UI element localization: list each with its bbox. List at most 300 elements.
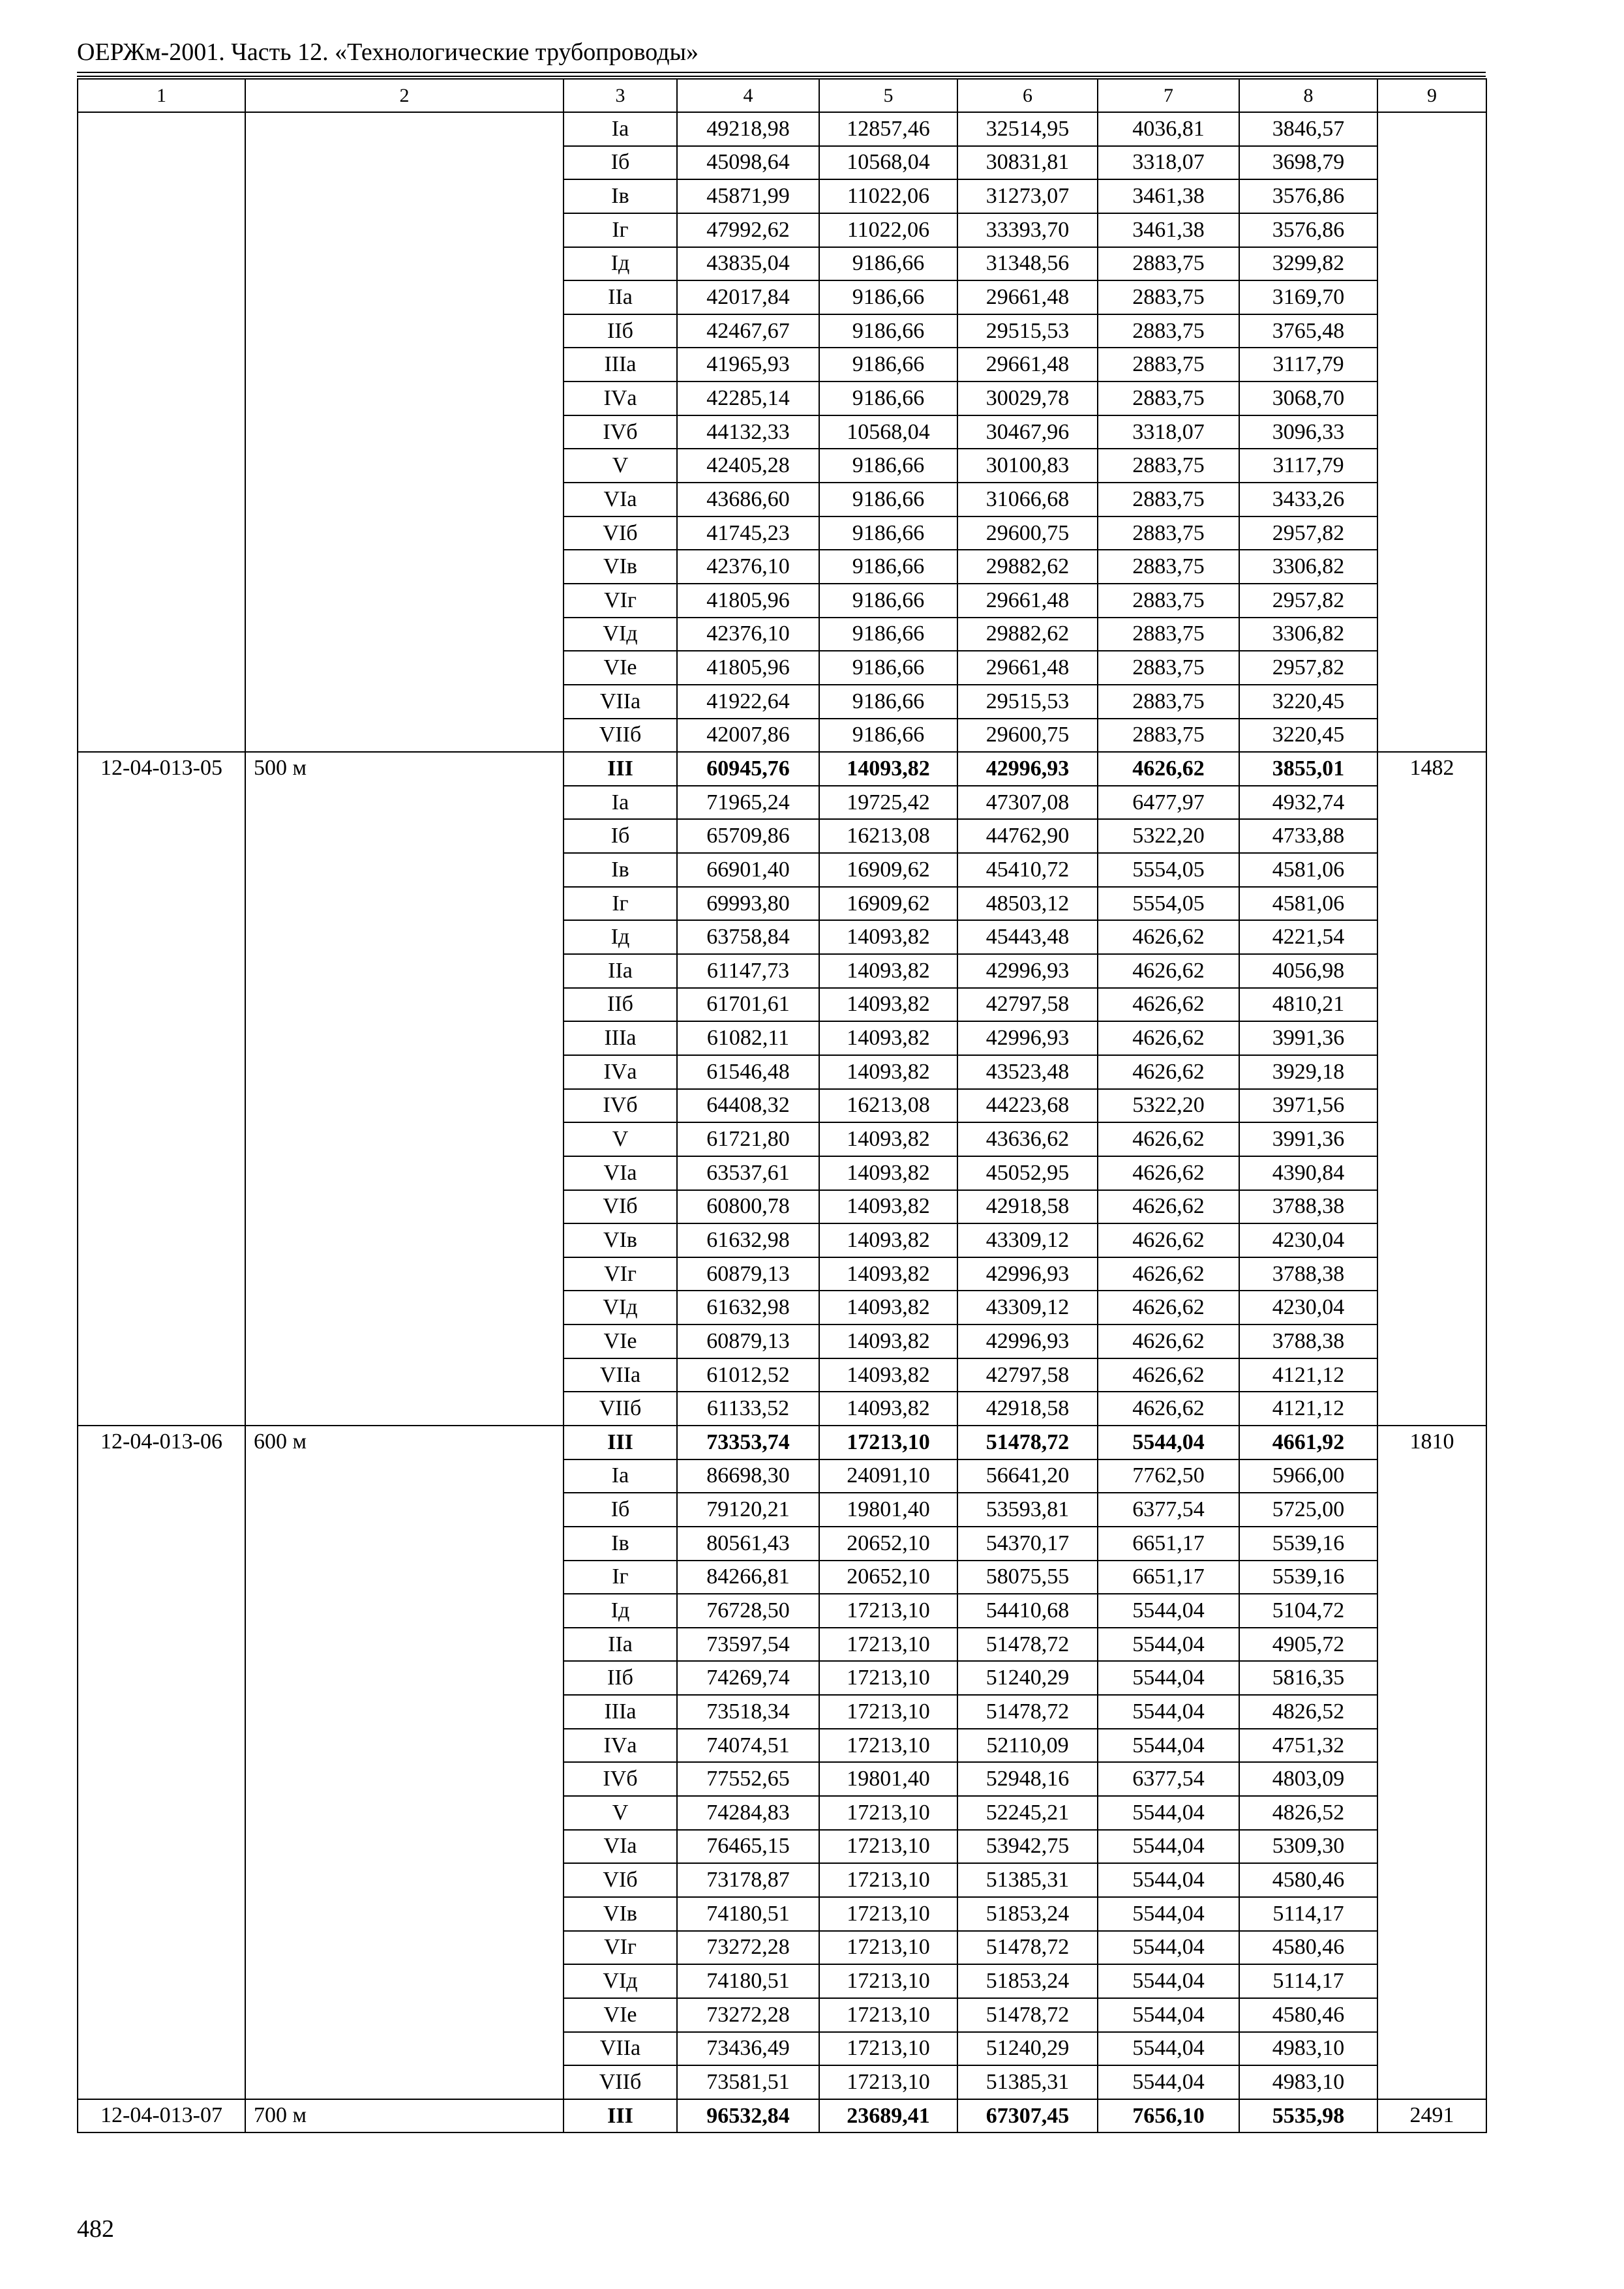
zone-cell: VIв [564,1897,677,1931]
value-cell: 3318,07 [1098,415,1239,449]
column-number: 1 [78,79,245,112]
value-cell: 3991,36 [1239,1122,1377,1156]
value-cell: 9186,66 [819,483,957,516]
zone-cell: VIа [564,1156,677,1190]
value-cell: 4826,52 [1239,1796,1377,1830]
value-cell: 4626,62 [1098,1392,1239,1426]
item-code [78,112,245,752]
value-cell: 74180,51 [677,1964,819,1998]
value-cell: 4581,06 [1239,853,1377,887]
value-cell: 84266,81 [677,1561,819,1594]
column-number: 2 [245,79,564,112]
page-number: 482 [77,2215,114,2243]
value-cell: 4626,62 [1098,988,1239,1022]
value-cell: 52245,21 [957,1796,1098,1830]
value-cell: 76728,50 [677,1594,819,1628]
value-cell: 74074,51 [677,1729,819,1763]
value-cell: 17213,10 [819,1729,957,1763]
value-cell: 96532,84 [677,2099,819,2133]
value-cell: 11022,06 [819,213,957,247]
value-cell: 4581,06 [1239,887,1377,921]
zone-cell: IIа [564,1628,677,1662]
value-cell: 5544,04 [1098,1931,1239,1965]
value-cell: 79120,21 [677,1493,819,1527]
column-number: 3 [564,79,677,112]
zone-cell: III [564,752,677,786]
value-cell: 63758,84 [677,920,819,954]
value-cell: 6377,54 [1098,1762,1239,1796]
value-cell: 73518,34 [677,1695,819,1729]
value-cell: 9186,66 [819,651,957,685]
value-cell: 17213,10 [819,1796,957,1830]
value-cell: 54370,17 [957,1527,1098,1561]
header-rule [77,72,1486,73]
zone-cell: Iг [564,213,677,247]
value-cell: 51478,72 [957,1695,1098,1729]
item-name: 600 м [245,1426,564,2099]
value-cell: 29515,53 [957,685,1098,719]
value-cell: 5544,04 [1098,1426,1239,1459]
zone-cell: Iд [564,1594,677,1628]
value-cell: 41745,23 [677,516,819,550]
value-cell: 11022,06 [819,179,957,213]
value-cell: 14093,82 [819,1122,957,1156]
zone-cell: V [564,1122,677,1156]
value-cell: 7762,50 [1098,1459,1239,1493]
value-cell: 4390,84 [1239,1156,1377,1190]
value-cell: 43835,04 [677,247,819,281]
value-cell: 2883,75 [1098,685,1239,719]
value-cell: 3929,18 [1239,1055,1377,1089]
value-cell: 4983,10 [1239,2032,1377,2066]
zone-cell: Iд [564,920,677,954]
value-cell: 45098,64 [677,146,819,180]
value-cell: 17213,10 [819,1594,957,1628]
value-cell: 14093,82 [819,988,957,1022]
value-cell: 74269,74 [677,1661,819,1695]
value-cell: 61082,11 [677,1021,819,1055]
value-cell: 4626,62 [1098,1324,1239,1358]
value-cell: 51853,24 [957,1964,1098,1998]
col9-value: 2491 [1377,2099,1486,2133]
value-cell: 12857,46 [819,112,957,146]
value-cell: 44762,90 [957,819,1098,853]
value-cell: 73597,54 [677,1628,819,1662]
value-cell: 4230,04 [1239,1291,1377,1324]
item-name: 700 м [245,2099,564,2133]
value-cell: 80561,43 [677,1527,819,1561]
zone-cell: VIе [564,651,677,685]
value-cell: 3306,82 [1239,550,1377,584]
value-cell: 43523,48 [957,1055,1098,1089]
value-cell: 31066,68 [957,483,1098,516]
zone-cell: VIг [564,584,677,618]
value-cell: 6651,17 [1098,1527,1239,1561]
value-cell: 20652,10 [819,1527,957,1561]
value-cell: 51385,31 [957,2065,1098,2099]
zone-cell: VIг [564,1257,677,1291]
value-cell: 41805,96 [677,651,819,685]
value-cell: 29515,53 [957,314,1098,348]
value-cell: 56641,20 [957,1459,1098,1493]
value-cell: 29661,48 [957,584,1098,618]
value-cell: 42017,84 [677,280,819,314]
value-cell: 17213,10 [819,1661,957,1695]
value-cell: 3220,45 [1239,685,1377,719]
value-cell: 71965,24 [677,786,819,820]
value-cell: 17213,10 [819,1426,957,1459]
table-row [78,2099,1486,2133]
value-cell: 5104,72 [1239,1594,1377,1628]
value-cell: 4626,62 [1098,1055,1239,1089]
value-cell: 4803,09 [1239,1762,1377,1796]
value-cell: 58075,55 [957,1561,1098,1594]
value-cell: 45410,72 [957,853,1098,887]
value-cell: 9186,66 [819,280,957,314]
value-cell: 2957,82 [1239,651,1377,685]
value-cell: 3220,45 [1239,719,1377,753]
value-cell: 9186,66 [819,348,957,382]
value-cell: 4626,62 [1098,752,1239,786]
zone-cell: Iв [564,1527,677,1561]
value-cell: 7656,10 [1098,2099,1239,2133]
value-cell: 29882,62 [957,550,1098,584]
value-cell: 31348,56 [957,247,1098,281]
value-cell: 17213,10 [819,1695,957,1729]
value-cell: 5322,20 [1098,819,1239,853]
zone-cell: Iв [564,179,677,213]
value-cell: 5114,17 [1239,1964,1377,1998]
value-cell: 5535,98 [1239,2099,1377,2133]
value-cell: 42797,58 [957,988,1098,1022]
value-cell: 4580,46 [1239,1998,1377,2032]
zone-cell: VIIа [564,1358,677,1392]
value-cell: 61012,52 [677,1358,819,1392]
value-cell: 4626,62 [1098,1021,1239,1055]
value-cell: 60879,13 [677,1324,819,1358]
zone-cell: Iб [564,1493,677,1527]
value-cell: 42797,58 [957,1358,1098,1392]
value-cell: 45871,99 [677,179,819,213]
value-cell: 5322,20 [1098,1089,1239,1123]
value-cell: 69993,80 [677,887,819,921]
zone-cell: V [564,449,677,483]
value-cell: 14093,82 [819,1358,957,1392]
value-cell: 3068,70 [1239,382,1377,415]
value-cell: 51385,31 [957,1863,1098,1897]
value-cell: 3698,79 [1239,146,1377,180]
value-cell: 67307,45 [957,2099,1098,2133]
value-cell: 17213,10 [819,1998,957,2032]
value-cell: 2883,75 [1098,550,1239,584]
value-cell: 66901,40 [677,853,819,887]
value-cell: 73353,74 [677,1426,819,1459]
zone-cell: VIб [564,1863,677,1897]
value-cell: 4810,21 [1239,988,1377,1022]
value-cell: 4626,62 [1098,1291,1239,1324]
zone-cell: IVа [564,1729,677,1763]
value-cell: 5554,05 [1098,887,1239,921]
value-cell: 61721,80 [677,1122,819,1156]
zone-cell: Iа [564,1459,677,1493]
value-cell: 4580,46 [1239,1931,1377,1965]
column-number: 9 [1377,79,1486,112]
value-cell: 9186,66 [819,449,957,483]
value-cell: 51478,72 [957,1998,1098,2032]
value-cell: 3306,82 [1239,618,1377,651]
table-row [78,1426,1486,1459]
value-cell: 19801,40 [819,1493,957,1527]
value-cell: 14093,82 [819,1291,957,1324]
value-cell: 4905,72 [1239,1628,1377,1662]
value-cell: 44132,33 [677,415,819,449]
value-cell: 14093,82 [819,920,957,954]
col9-value: 1482 [1377,752,1486,1426]
value-cell: 45052,95 [957,1156,1098,1190]
value-cell: 43309,12 [957,1223,1098,1257]
value-cell: 2957,82 [1239,516,1377,550]
zone-cell: IIIа [564,1695,677,1729]
value-cell: 61701,61 [677,988,819,1022]
value-cell: 3788,38 [1239,1190,1377,1224]
value-cell: 3788,38 [1239,1324,1377,1358]
zone-cell: Iв [564,853,677,887]
value-cell: 4230,04 [1239,1223,1377,1257]
value-cell: 54410,68 [957,1594,1098,1628]
value-cell: 4056,98 [1239,954,1377,988]
value-cell: 4626,62 [1098,1156,1239,1190]
value-cell: 6477,97 [1098,786,1239,820]
value-cell: 63537,61 [677,1156,819,1190]
value-cell: 61147,73 [677,954,819,988]
value-cell: 9186,66 [819,516,957,550]
value-cell: 4983,10 [1239,2065,1377,2099]
value-cell: 2883,75 [1098,382,1239,415]
value-cell: 48503,12 [957,887,1098,921]
value-cell: 5544,04 [1098,1998,1239,2032]
value-cell: 42996,93 [957,954,1098,988]
zone-cell: VIб [564,1190,677,1224]
value-cell: 3991,36 [1239,1021,1377,1055]
value-cell: 3855,01 [1239,752,1377,786]
value-cell: 4751,32 [1239,1729,1377,1763]
value-cell: 9186,66 [819,685,957,719]
value-cell: 17213,10 [819,2032,957,2066]
value-cell: 9186,66 [819,382,957,415]
value-cell: 16213,08 [819,1089,957,1123]
table-row [78,752,1486,786]
value-cell: 14093,82 [819,1257,957,1291]
value-cell: 19725,42 [819,786,957,820]
value-cell: 2883,75 [1098,651,1239,685]
value-cell: 44223,68 [957,1089,1098,1123]
value-cell: 9186,66 [819,719,957,753]
zone-cell: IIа [564,954,677,988]
value-cell: 29661,48 [957,651,1098,685]
value-cell: 3765,48 [1239,314,1377,348]
value-cell: 4626,62 [1098,920,1239,954]
value-cell: 3846,57 [1239,112,1377,146]
column-number: 6 [957,79,1098,112]
value-cell: 4626,62 [1098,954,1239,988]
value-cell: 3788,38 [1239,1257,1377,1291]
value-cell: 52948,16 [957,1762,1098,1796]
value-cell: 2883,75 [1098,584,1239,618]
value-cell: 4733,88 [1239,819,1377,853]
value-cell: 61632,98 [677,1223,819,1257]
value-cell: 61632,98 [677,1291,819,1324]
zone-cell: VIIа [564,2032,677,2066]
value-cell: 17213,10 [819,2065,957,2099]
value-cell: 14093,82 [819,954,957,988]
value-cell: 16213,08 [819,819,957,853]
value-cell: 42996,93 [957,1324,1098,1358]
value-cell: 9186,66 [819,584,957,618]
value-cell: 3433,26 [1239,483,1377,516]
item-name [245,112,564,752]
value-cell: 5725,00 [1239,1493,1377,1527]
value-cell: 77552,65 [677,1762,819,1796]
value-cell: 2883,75 [1098,483,1239,516]
zone-cell: VIе [564,1998,677,2032]
value-cell: 4036,81 [1098,112,1239,146]
value-cell: 4626,62 [1098,1190,1239,1224]
value-cell: 29882,62 [957,618,1098,651]
value-cell: 2883,75 [1098,719,1239,753]
value-cell: 9186,66 [819,618,957,651]
value-cell: 73272,28 [677,1998,819,2032]
value-cell: 31273,07 [957,179,1098,213]
column-number: 4 [677,79,819,112]
value-cell: 61546,48 [677,1055,819,1089]
item-code: 12-04-013-05 [78,752,245,1426]
value-cell: 51853,24 [957,1897,1098,1931]
value-cell: 2883,75 [1098,314,1239,348]
value-cell: 41965,93 [677,348,819,382]
value-cell: 6651,17 [1098,1561,1239,1594]
col9-value: 1810 [1377,1426,1486,2099]
column-number: 7 [1098,79,1239,112]
value-cell: 14093,82 [819,1324,957,1358]
item-name: 500 м [245,752,564,1426]
value-cell: 45443,48 [957,920,1098,954]
value-cell: 3576,86 [1239,179,1377,213]
value-cell: 24091,10 [819,1459,957,1493]
value-cell: 32514,95 [957,112,1098,146]
value-cell: 60800,78 [677,1190,819,1224]
zone-cell: VIд [564,618,677,651]
value-cell: 51478,72 [957,1628,1098,1662]
zone-cell: IIб [564,314,677,348]
value-cell: 3461,38 [1098,179,1239,213]
value-cell: 86698,30 [677,1459,819,1493]
value-cell: 5816,35 [1239,1661,1377,1695]
item-code: 12-04-013-06 [78,1426,245,2099]
value-cell: 42007,86 [677,719,819,753]
zone-cell: IIб [564,1661,677,1695]
value-cell: 5544,04 [1098,1897,1239,1931]
value-cell: 17213,10 [819,1628,957,1662]
value-cell: 42467,67 [677,314,819,348]
value-cell: 29661,48 [957,280,1098,314]
value-cell: 5544,04 [1098,1695,1239,1729]
value-cell: 51478,72 [957,1931,1098,1965]
value-cell: 51478,72 [957,1426,1098,1459]
value-cell: 49218,98 [677,112,819,146]
value-cell: 74284,83 [677,1796,819,1830]
value-cell: 14093,82 [819,1055,957,1089]
zone-cell: Iа [564,786,677,820]
value-cell: 43686,60 [677,483,819,516]
value-cell: 2883,75 [1098,247,1239,281]
value-cell: 3117,79 [1239,449,1377,483]
zone-cell: IVб [564,1762,677,1796]
value-cell: 41805,96 [677,584,819,618]
zone-cell: VIIб [564,719,677,753]
value-cell: 17213,10 [819,1931,957,1965]
value-cell: 3117,79 [1239,348,1377,382]
value-cell: 16909,62 [819,887,957,921]
zone-cell: IIб [564,988,677,1022]
value-cell: 30029,78 [957,382,1098,415]
value-cell: 17213,10 [819,1964,957,1998]
value-cell: 5544,04 [1098,2065,1239,2099]
zone-cell: IIа [564,280,677,314]
value-cell: 5544,04 [1098,1729,1239,1763]
value-cell: 4626,62 [1098,1358,1239,1392]
value-cell: 6377,54 [1098,1493,1239,1527]
value-cell: 14093,82 [819,1021,957,1055]
value-cell: 60945,76 [677,752,819,786]
zone-cell: Iа [564,112,677,146]
header-rule [77,76,1486,77]
value-cell: 14093,82 [819,752,957,786]
value-cell: 29600,75 [957,719,1098,753]
value-cell: 42996,93 [957,1257,1098,1291]
zone-cell: VIIб [564,1392,677,1426]
column-number-row [78,79,1486,112]
value-cell: 9186,66 [819,247,957,281]
zone-cell: VIе [564,1324,677,1358]
value-cell: 17213,10 [819,1897,957,1931]
price-table [77,78,1487,2133]
value-cell: 3299,82 [1239,247,1377,281]
zone-cell: IVа [564,1055,677,1089]
value-cell: 2883,75 [1098,516,1239,550]
value-cell: 73436,49 [677,2032,819,2066]
page-header: ОЕРЖм-2001. Часть 12. «Технологические трубопроводы» [77,38,699,66]
value-cell: 76465,15 [677,1830,819,1864]
value-cell: 14093,82 [819,1392,957,1426]
value-cell: 53593,81 [957,1493,1098,1527]
value-cell: 4221,54 [1239,920,1377,954]
zone-cell: VIд [564,1964,677,1998]
value-cell: 43309,12 [957,1291,1098,1324]
value-cell: 5539,16 [1239,1561,1377,1594]
zone-cell: VIв [564,550,677,584]
value-cell: 5539,16 [1239,1527,1377,1561]
value-cell: 29600,75 [957,516,1098,550]
value-cell: 10568,04 [819,146,957,180]
value-cell: 29661,48 [957,348,1098,382]
value-cell: 4580,46 [1239,1863,1377,1897]
item-code: 12-04-013-07 [78,2099,245,2133]
value-cell: 4626,62 [1098,1257,1239,1291]
value-cell: 42996,93 [957,1021,1098,1055]
value-cell: 5544,04 [1098,1863,1239,1897]
value-cell: 42376,10 [677,550,819,584]
zone-cell: VIIб [564,2065,677,2099]
